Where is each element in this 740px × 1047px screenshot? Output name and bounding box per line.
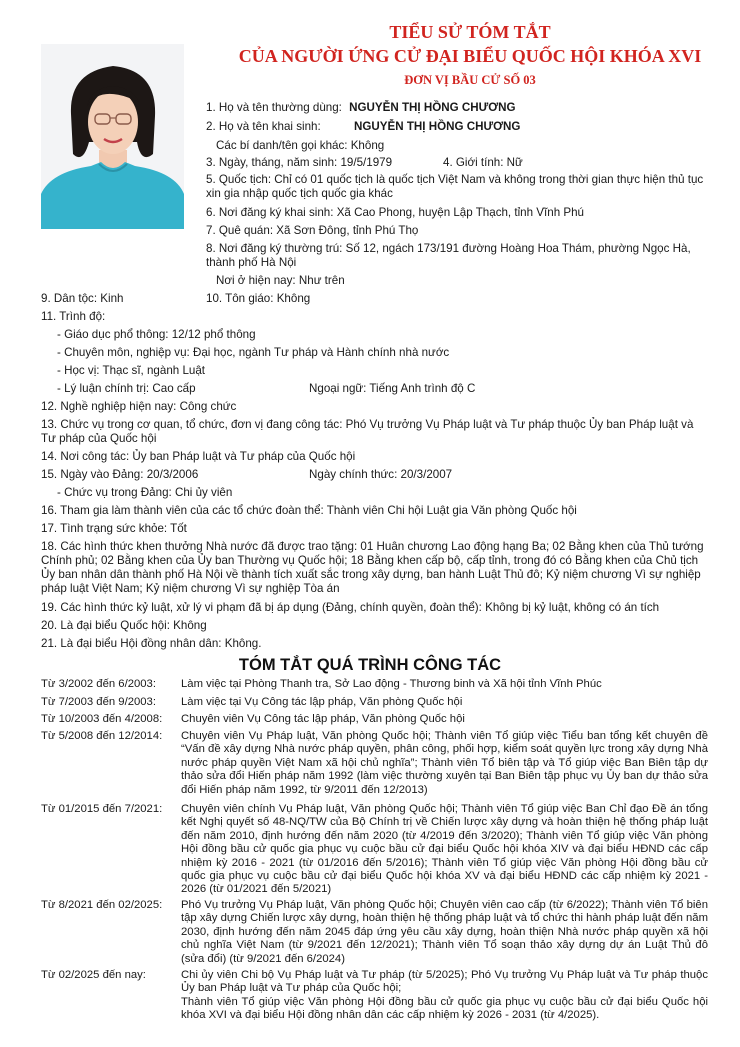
- field-dob: 3. Ngày, tháng, năm sinh: 19/5/1979: [206, 156, 393, 169]
- field-common-name: [206, 101, 516, 115]
- election-unit: ĐƠN VỊ BẦU CỬ SỐ 03: [404, 73, 536, 87]
- work-description-part: Chi ủy viên Chi bộ Vụ Pháp luật và Tư pháp (từ 5/2025); Phó Vụ trưởng Vụ Pháp luật và Tư pháp thuộc Ủy ban Pháp luật và Tư pháp của Quốc hội;: [181, 969, 708, 995]
- work-description: Chuyên viên Vụ Pháp luật, Văn phòng Quốc hội; Thành viên Tổ giúp việc Tiểu ban tổng kết chuyên đề “Vấn đề xây dựng Nhà nước pháp quyền, phân công, phối hợp, kiểm soát quyền lực trong xây dựng Nhà nước pháp quyền Việt Nam xã hội chủ nghĩa”; Thành viên Tổ biên tập và Tổ giúp việc Ban Biên tập dự thảo sửa đổi Hiến pháp năm 1992 (làm việc thường xuyên tại Ban Biên tập phục vụ Ủy ban dự thảo sửa đổi Hiến pháp năm 1992, từ 9/2011 đến 12/2013): [181, 730, 708, 796]
- field-ethnicity: 9. Dân tộc: Kinh: [41, 292, 124, 305]
- field-gender: 4. Giới tính: Nữ: [443, 156, 523, 169]
- work-period: Từ 7/2003 đến 9/2003:: [41, 696, 156, 708]
- field-current-address: Nơi ở hiện nay: Như trên: [216, 274, 345, 287]
- field-edu-degree: - Học vị: Thạc sĩ, ngành Luật: [57, 364, 206, 377]
- field-party-position: - Chức vụ trong Đảng: Chi ủy viên: [57, 486, 233, 499]
- field-edu-general: - Giáo dục phổ thông: 12/12 phổ thông: [57, 328, 256, 341]
- work-period: Từ 01/2015 đến 7/2021:: [41, 803, 163, 815]
- field-edu-language: Ngoại ngữ: Tiếng Anh trình độ C: [309, 382, 476, 395]
- field-edu-politics: - Lý luận chính trị: Cao cấp: [57, 382, 196, 395]
- portrait-photo: [41, 44, 184, 229]
- field-party-join: 15. Ngày vào Đảng: 20/3/2006: [41, 468, 199, 481]
- work-history-heading: TÓM TẮT QUÁ TRÌNH CÔNG TÁC: [238, 656, 502, 674]
- field-health: 17. Tình trạng sức khỏe: Tốt: [41, 522, 187, 535]
- field-education-heading: 11. Trình độ:: [41, 310, 106, 323]
- field-hometown: 7. Quê quán: Xã Sơn Đông, tỉnh Phú Thọ: [206, 224, 419, 237]
- document-subtitle: CỦA NGƯỜI ỨNG CỬ ĐẠI BIỂU QUỐC HỘI KHÓA XVI: [238, 46, 702, 66]
- field-party-official: Ngày chính thức: 20/3/2007: [309, 468, 453, 481]
- work-period: Từ 8/2021 đến 02/2025:: [41, 899, 163, 911]
- work-period: Từ 10/2003 đến 4/2008:: [41, 713, 163, 725]
- field-aliases: Các bí danh/tên gọi khác: Không: [216, 139, 385, 152]
- field-label: 2. Họ và tên khai sinh:: [206, 120, 321, 133]
- field-birthplace: 6. Nơi đăng ký khai sinh: Xã Cao Phong, huyện Lập Thạch, tỉnh Vĩnh Phú: [206, 206, 584, 219]
- field-awards: 18. Các hình thức khen thưởng Nhà nước đã được trao tặng: 01 Huân chương Lao động hạng Ba; 02 Bằng khen của Thủ tướng Chính phủ; 02 Bằng khen của Ủy ban Thường vụ Quốc hội; 18 Bằng khen cấp bộ, cấp tỉnh, trong đó có Bằng khen của Chủ tịch Ủy ban nhân dân thành phố Hà Nội về thành tích xuất sắc trong xây dựng, ban hành Luật Thủ đô; Kỷ niệm chương Vì sự nghiệp pháp luật Việt Nam; Kỷ niệm chương Vì sự nghiệp Tòa án: [41, 540, 704, 595]
- field-occupation: 12. Nghề nghiệp hiện nay: Công chức: [41, 400, 237, 413]
- field-birth-name: [206, 120, 520, 134]
- field-discipline: 19. Các hình thức kỷ luật, xử lý vi phạm đã bị áp dụng (Đảng, chính quyền, đoàn thể): Không bị kỷ luật, không có án tích: [41, 601, 660, 614]
- field-position: 13. Chức vụ trong cơ quan, tổ chức, đơn vị đang công tác: Phó Vụ trưởng Vụ Pháp luật và Tư pháp thuộc Ủy ban Pháp luật và Tư pháp của Quốc hội: [41, 418, 694, 445]
- document-title: TIỂU SỬ TÓM TẮT: [389, 22, 551, 42]
- field-council-deputy: 21. Là đại biểu Hội đồng nhân dân: Không.: [41, 637, 262, 650]
- work-description: [181, 969, 708, 1023]
- field-value: NGUYỄN THỊ HỒNG CHƯƠNG: [354, 120, 521, 133]
- field-workplace: 14. Nơi công tác: Ủy ban Pháp luật và Tư pháp của Quốc hội: [41, 450, 356, 463]
- work-description: Phó Vụ trưởng Vụ Pháp luật, Văn phòng Quốc hội; Chuyên viên cao cấp (từ 6/2022); Thành viên Tổ biên tập xây dựng Chiến lược xây dựng, hoàn thiện hệ thống pháp luật và tổ chức thi hành pháp luật đến năm 2030, định hướng đến năm 2045 đáp ứng yêu cầu xây dựng, hoàn thiện Nhà nước pháp quyền xã hội chủ nghĩa Việt Nam (từ 9/2021 đến 12/2021); Thành viên Tổ soạn thảo xây dựng dự án Luật Thủ đô (sửa đổi) (từ 9/2021 đến 6/2024): [181, 899, 708, 965]
- field-residence: 8. Nơi đăng ký thường trú: Số 12, ngách 173/191 đường Hoàng Hoa Thám, phường Ngọc Hà, thành phố Hà Nội: [206, 242, 691, 269]
- field-label: 1. Họ và tên thường dùng:: [206, 101, 342, 114]
- portrait-illustration: [41, 44, 184, 229]
- work-description: Chuyên viên chính Vụ Pháp luật, Văn phòng Quốc hội; Thành viên Tổ giúp việc Ban Chỉ đạo Đề án tổng kết Nghị quyết số 48-NQ/TW của Bộ Chính trị về Chiến lược xây dựng và hoàn thiện hệ thống pháp luật đến năm 2010, định hướng đến năm 2020 (từ 4/2019 đến 3/2020); Thành viên Tổ giúp việc Văn phòng Hội đồng bầu cử quốc gia phục vụ cuộc bầu cử đại biểu Quốc hội khóa XIV và đại biểu HĐND các cấp nhiệm kỳ 2016 - 2021 (từ 01/2016 đến 5/2016); Thành viên Tổ giúp việc Văn phòng Hội đồng bầu cử quốc gia phục vụ cuộc bầu cử đại biểu Quốc hội khóa XV và đại biểu HĐND các cấp nhiệm kỳ 2021 - 2026 (từ 01/2021 đến 5/2021): [181, 803, 708, 896]
- work-period: Từ 02/2025 đến nay:: [41, 969, 146, 981]
- field-organizations: 16. Tham gia làm thành viên của các tổ chức đoàn thể: Thành viên Chi hội Luật gia Văn phòng Quốc hội: [41, 504, 577, 517]
- work-description: Làm việc tại Phòng Thanh tra, Sở Lao động - Thương binh và Xã hội tỉnh Vĩnh Phúc: [181, 678, 602, 690]
- work-period: Từ 3/2002 đến 6/2003:: [41, 678, 156, 690]
- work-period: Từ 5/2008 đến 12/2014:: [41, 730, 163, 742]
- field-nationality: 5. Quốc tịch: Chỉ có 01 quốc tịch là quốc tịch Việt Nam và không trong thời gian thực hiện thủ tục xin gia nhập quốc tịch quốc gia khác: [206, 173, 704, 200]
- field-na-deputy: 20. Là đại biểu Quốc hội: Không: [41, 619, 207, 632]
- field-religion: 10. Tôn giáo: Không: [206, 292, 311, 305]
- field-value: NGUYỄN THỊ HỒNG CHƯƠNG: [349, 101, 516, 114]
- work-description: Làm việc tại Vụ Công tác lập pháp, Văn phòng Quốc hội: [181, 696, 463, 708]
- field-edu-specialty: - Chuyên môn, nghiệp vụ: Đại học, ngành Tư pháp và Hành chính nhà nước: [57, 346, 450, 359]
- work-description-part: Thành viên Tổ giúp việc Văn phòng Hội đồng bầu cử quốc gia phục vụ cuộc bầu cử đại biểu Quốc hội khóa XVI và đại biểu Hội đồng nhân dân các cấp nhiệm kỳ 2026 - 2031 (từ 4/2025).: [181, 995, 708, 1022]
- work-description: Chuyên viên Vụ Công tác lập pháp, Văn phòng Quốc hội: [181, 713, 465, 725]
